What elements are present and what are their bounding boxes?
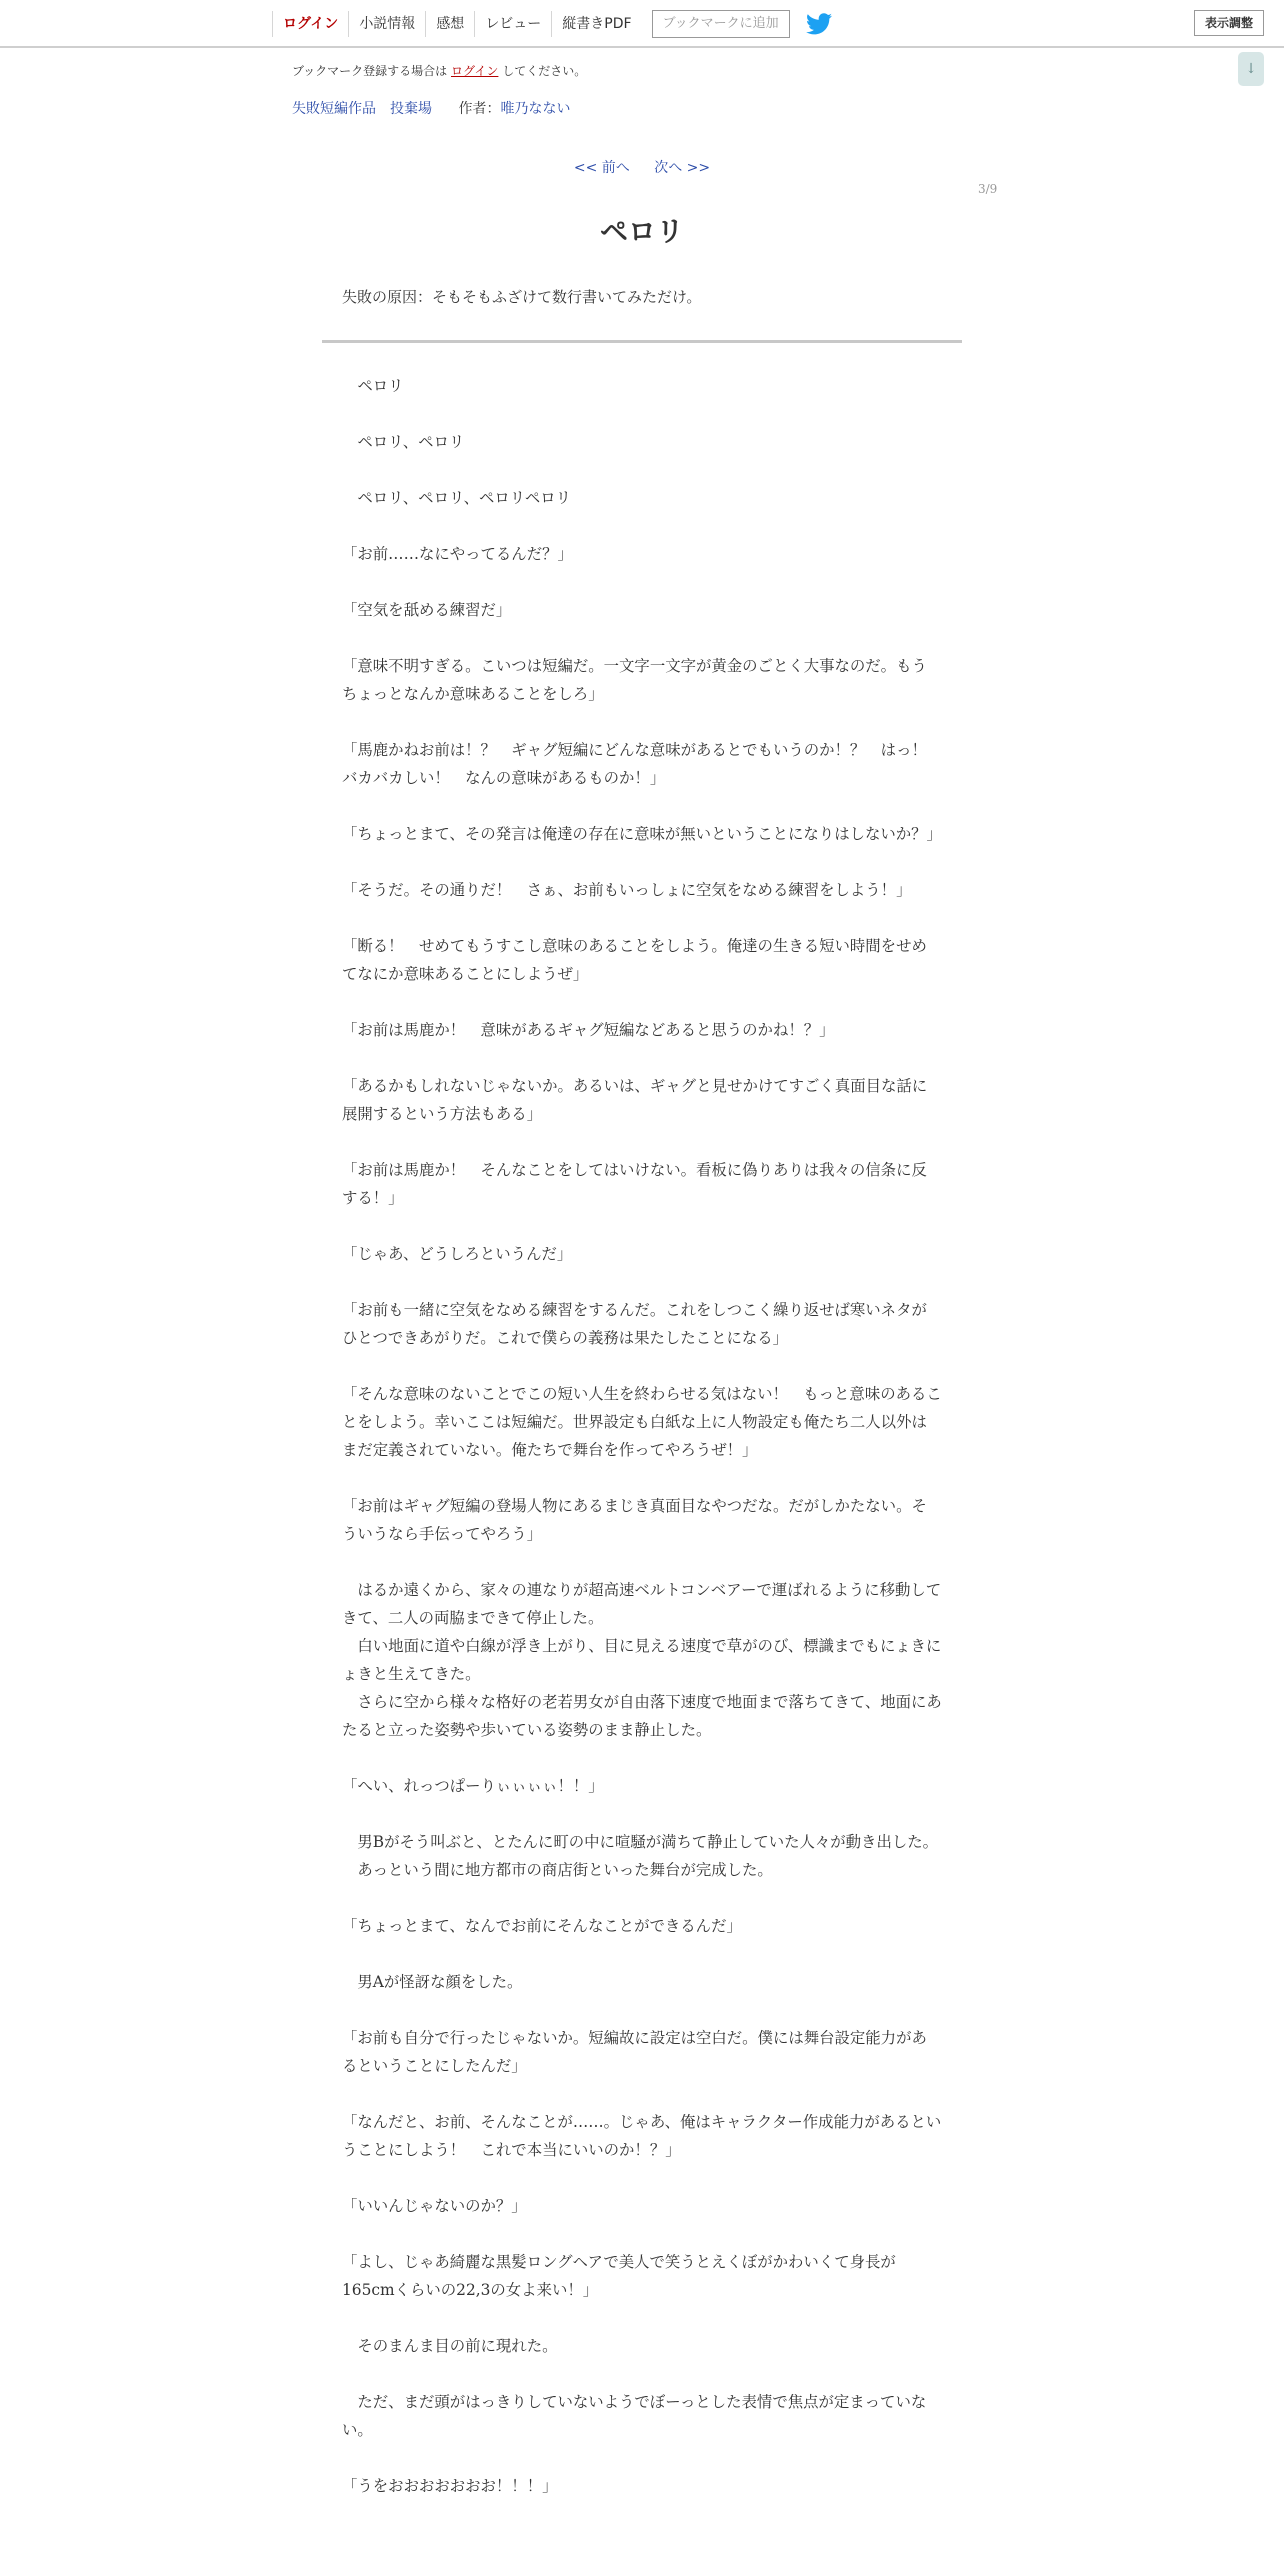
chapter-pager [0, 157, 1284, 177]
blank-line [342, 1268, 942, 1296]
nav-vertical-pdf[interactable]: 縦書きPDF [551, 11, 641, 37]
blank-line [342, 2080, 942, 2108]
body-paragraph: 「いいんじゃないのか？」 [342, 2197, 527, 2215]
blank-line [342, 512, 942, 540]
blank-line [342, 624, 942, 652]
login-note-text-end: してください。 [502, 64, 587, 78]
blank-line [342, 1044, 942, 1072]
blank-line [342, 400, 942, 428]
body-paragraph: 「そうだ。その通りだ！ さぁ、お前もいっしょに空気をなめる練習をしよう！」 [342, 881, 912, 899]
body-paragraph: 「お前は馬鹿か！ 意味があるギャグ短編などあると思うのかね！？」 [342, 1021, 835, 1039]
blank-line [342, 1884, 942, 1912]
prev-chapter-link[interactable]: << 前へ [573, 160, 630, 176]
blank-line [342, 792, 942, 820]
nav-novel-info[interactable]: 小説情報 [348, 11, 425, 37]
bookmark-login-note [292, 62, 586, 79]
body-paragraph: 「じゃあ、どうしろというんだ」 [342, 1245, 573, 1263]
scroll-down-arrow-icon[interactable]: ↓ [1238, 52, 1264, 86]
blank-line [342, 1352, 942, 1380]
blank-line [342, 1464, 942, 1492]
blank-line [342, 2304, 942, 2332]
blank-line [342, 708, 942, 736]
blank-line [342, 1212, 942, 1240]
author-label: 作者： [458, 101, 501, 117]
top-header [0, 0, 1284, 48]
body-paragraph: 「断る！ せめてもうすこし意味のあることをしよう。俺達の生きる短い時間をせめてなにか意味あることにしようぜ」 [342, 937, 927, 983]
body-paragraph: ペロリ、ペロリ、ペロリペロリ [342, 489, 572, 507]
author-link[interactable]: 唯乃なない [500, 101, 571, 117]
body-paragraph: 「お前も自分で行ったじゃないか。短編故に設定は空白だ。僕には舞台設定能力があるということにしたんだ」 [342, 2029, 927, 2075]
body-paragraph: ペロリ、ペロリ [342, 433, 465, 451]
body-paragraph: 「お前……なにやってるんだ？」 [342, 545, 573, 563]
body-paragraph: ペロリ [342, 377, 404, 395]
add-bookmark-button[interactable]: ブックマークに追加 [652, 10, 790, 38]
nav-login[interactable]: ログイン [272, 11, 348, 37]
body-paragraph: 「よし、じゃあ綺麗な黒髪ロングヘアで美人で笑うとえくぼがかわいくて身長が165cmくらいの22,3の女よ来い！」 [342, 2253, 896, 2299]
header-nav [272, 9, 832, 39]
blank-line [342, 848, 942, 876]
preface-divider [322, 340, 962, 343]
chapter-title: ペロリ [599, 215, 684, 248]
body-paragraph: 「なんだと、お前、そんなことが……。じゃあ、俺はキャラクター作成能力があるということにしよう！ これで本当にいいのか！？」 [342, 2113, 942, 2159]
blank-line [342, 2444, 942, 2472]
body-paragraph: 「お前はギャグ短編の登場人物にあるまじき真面目なやつだな。だがしかたない。そういうなら手伝ってやろう」 [342, 1497, 927, 1543]
series-info [292, 98, 570, 118]
body-paragraph: 「意味不明すぎる。こいつは短編だ。一文字一文字が黄金のごとく大事なのだ。もうちょっとなんか意味あることをしろ」 [342, 657, 927, 703]
blank-line [342, 2360, 942, 2388]
blank-line [342, 1548, 942, 1576]
body-paragraph: そのまんま目の前に現れた。 [342, 2337, 558, 2355]
blank-line [342, 1744, 942, 1772]
nav-impressions[interactable]: 感想 [425, 11, 474, 37]
body-paragraph: あっという間に地方都市の商店街といった舞台が完成した。 [342, 1861, 773, 1879]
body-paragraph: 「空気を舐める練習だ」 [342, 601, 512, 619]
chapter-preface: 失敗の原因：そもそもふざけて数行書いてみただけ。 [342, 288, 702, 306]
blank-line [342, 1940, 942, 1968]
novel-body [342, 372, 942, 2500]
blank-line [342, 1996, 942, 2024]
series-title-link[interactable]: 失敗短編作品 投棄場 [292, 101, 432, 117]
body-paragraph: 「うをおおおおおおお！！！」 [342, 2477, 558, 2495]
body-paragraph: 「お前は馬鹿か！ そんなことをしてはいけない。看板に偽りありは我々の信条に反する！」 [342, 1161, 927, 1207]
body-paragraph: 男Aが怪訝な顔をした。 [342, 1973, 523, 1991]
body-paragraph: 「そんな意味のないことでこの短い人生を終わらせる気はない！ もっと意味のあることをしよう。幸いここは短編だ。世界設定も白紙な上に人物設定も俺たち二人以外はまだ定義されていない。俺たちで舞台を作ってやろうぜ！」 [342, 1385, 942, 1459]
blank-line [342, 2164, 942, 2192]
login-link[interactable]: ログイン [451, 64, 499, 78]
body-paragraph: 「馬鹿かねお前は！？ ギャグ短編にどんな意味があるとでもいうのか！？ はっ！ バカバカしい！ なんの意味があるものか！」 [342, 741, 943, 787]
blank-line [342, 456, 942, 484]
nav-review[interactable]: レビュー [474, 11, 551, 37]
next-chapter-link[interactable]: 次へ >> [654, 160, 711, 176]
body-paragraph: ただ、まだ頭がはっきりしていないようでぼーっとした表情で焦点が定まっていない。 [342, 2393, 927, 2439]
blank-line [342, 1128, 942, 1156]
blank-line [342, 568, 942, 596]
body-paragraph: さらに空から様々な格好の老若男女が自由落下速度で地面まで落ちてきて、地面にあたると立った姿勢や歩いている姿勢のまま静止した。 [342, 1693, 942, 1739]
display-settings-button[interactable]: 表示調整 [1194, 10, 1264, 36]
body-paragraph: 「お前も一緒に空気をなめる練習をするんだ。これをしつこく繰り返せば寒いネタがひとつできあがりだ。これで僕らの義務は果たしたことになる」 [342, 1301, 927, 1347]
blank-line [342, 2220, 942, 2248]
body-paragraph: 「へい、れっつぱーりぃぃぃぃ！！」 [342, 1777, 604, 1795]
blank-line [342, 1800, 942, 1828]
body-paragraph: 「ちょっとまて、その発言は俺達の存在に意味が無いということになりはしないか？」 [342, 825, 942, 843]
body-paragraph: 「ちょっとまて、なんでお前にそんなことができるんだ」 [342, 1917, 742, 1935]
blank-line [342, 988, 942, 1016]
page-number: 3/9 [978, 182, 998, 196]
body-paragraph: 「あるかもしれないじゃないか。あるいは、ギャグと見せかけてすごく真面目な話に展開するという方法もある」 [342, 1077, 928, 1123]
body-paragraph: 白い地面に道や白線が浮き上がり、目に見える速度で草がのび、標識までもにょきにょきと生えてきた。 [342, 1637, 942, 1683]
twitter-bird-icon[interactable] [806, 13, 832, 35]
body-paragraph: 男Bがそう叫ぶと、とたんに町の中に喧騒が満ちて静止していた人々が動き出した。 [342, 1833, 939, 1851]
blank-line [342, 904, 942, 932]
body-paragraph: はるか遠くから、家々の連なりが超高速ベルトコンベアーで運ばれるように移動してきて、二人の両脇まできて停止した。 [342, 1581, 942, 1627]
login-note-text: ブックマーク登録する場合は [292, 64, 448, 78]
